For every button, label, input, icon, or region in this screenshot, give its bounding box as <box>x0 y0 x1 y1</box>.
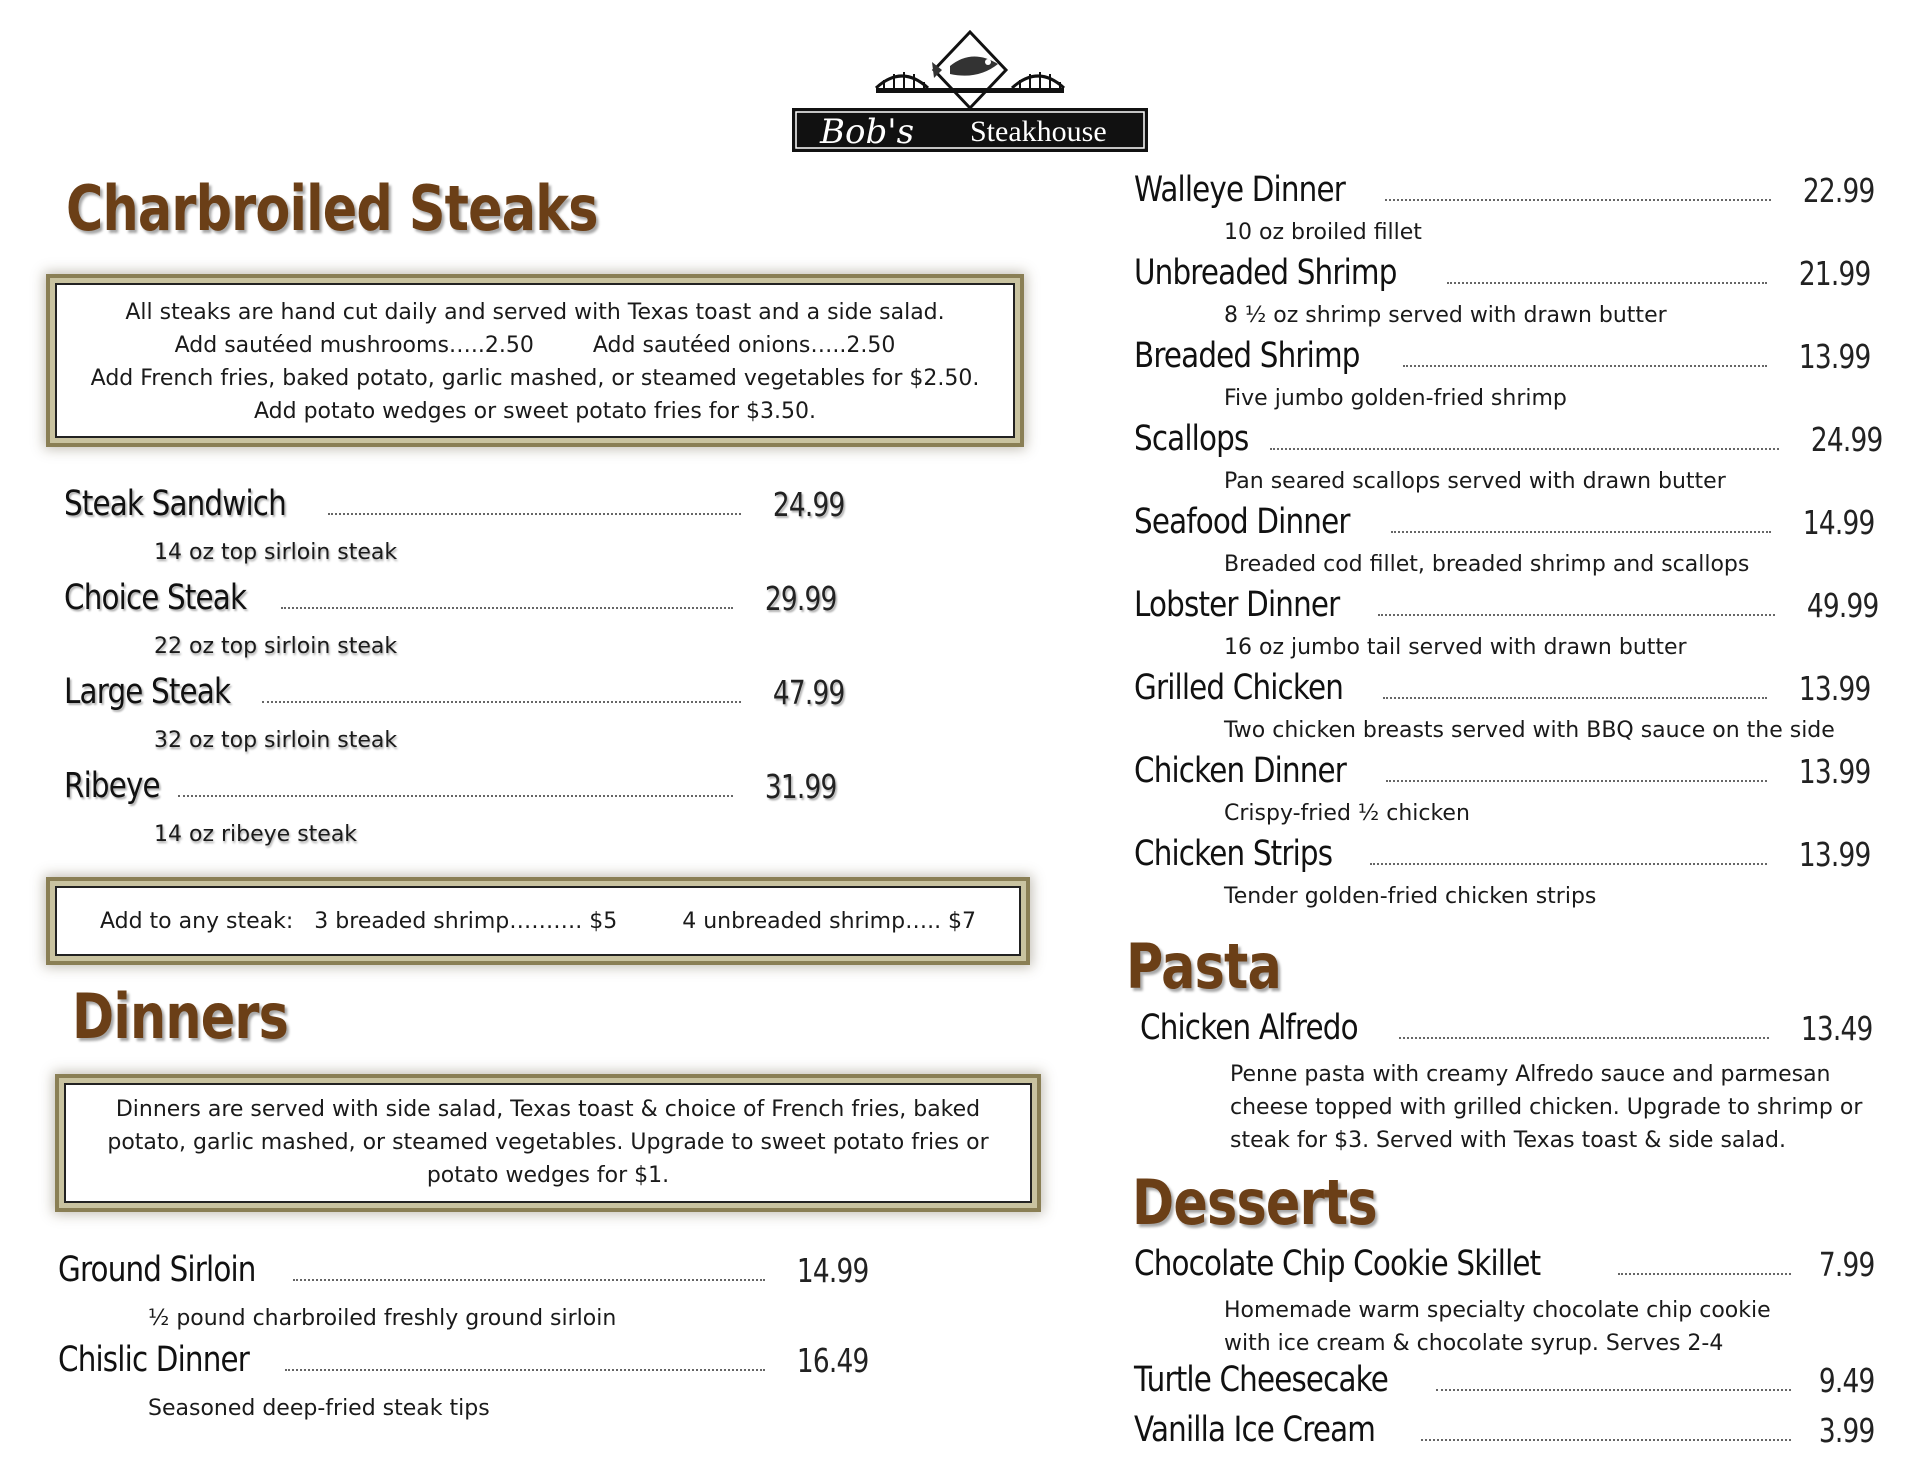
menu-item-cookie-skillet <box>1134 1244 1874 1284</box>
item-description: Seasoned deep-fried steak tips <box>148 1396 490 1421</box>
item-description: Crispy-fried ½ chicken <box>1224 801 1470 826</box>
dotted-leader <box>1385 199 1770 201</box>
dotted-leader <box>262 701 741 703</box>
item-name: Chicken Alfredo <box>1140 1008 1358 1048</box>
item-name: Ground Sirloin <box>58 1250 256 1290</box>
item-price: 24.99 <box>772 485 844 524</box>
dotted-leader <box>1618 1273 1791 1275</box>
item-description: 8 ½ oz shrimp served with drawn butter <box>1224 303 1667 328</box>
dotted-leader <box>1383 697 1767 699</box>
item-name: Breaded Shrimp <box>1134 336 1360 376</box>
item-description: Penne pasta with creamy Alfredo sauce and parmesan cheese topped with grilled chicken. Upgrade to shrimp or steak for $3. Served with Texas toast & side salad. <box>1230 1062 1863 1153</box>
dotted-leader <box>1378 614 1774 616</box>
menu-item-walleye-dinner <box>1134 170 1874 210</box>
dotted-leader <box>1391 531 1771 533</box>
dotted-leader <box>1270 448 1778 450</box>
dotted-leader <box>1403 365 1767 367</box>
menu-item-chicken-dinner <box>1134 751 1870 791</box>
item-price: 13.99 <box>1798 337 1870 376</box>
mushroom-addon: Add sautéed mushrooms…..2.50 <box>174 333 534 358</box>
dotted-leader <box>1447 282 1767 284</box>
steaks-note-line: All steaks are hand cut daily and served with Texas toast and a side salad. <box>125 300 945 325</box>
menu-item-seafood-dinner <box>1134 502 1874 542</box>
desserts-section-title: Desserts <box>1132 1166 1377 1239</box>
item-description: 16 oz jumbo tail served with drawn butter <box>1224 635 1687 660</box>
bridge-fish-emblem <box>792 30 1148 154</box>
item-name: Steak Sandwich <box>64 484 286 524</box>
steaks-note-line: Add French fries, baked potato, garlic mashed, or steamed vegetables for $2.50. <box>90 366 980 391</box>
item-description: 22 oz top sirloin steak <box>154 634 398 659</box>
menu-item-breaded-shrimp <box>1134 336 1870 376</box>
dotted-leader <box>1399 1037 1768 1039</box>
onion-addon: Add sautéed onions…..2.50 <box>592 333 896 358</box>
menu-item-ribeye <box>64 766 836 806</box>
steaks-note-box <box>55 283 1015 438</box>
item-name: Unbreaded Shrimp <box>1134 253 1397 293</box>
item-name: Grilled Chicken <box>1134 668 1344 708</box>
dinners-section-title: Dinners <box>72 980 289 1053</box>
menu-item-chicken-alfredo <box>1140 1008 1872 1048</box>
item-price: 7.99 <box>1818 1245 1874 1284</box>
item-name: Scallops <box>1134 419 1249 459</box>
item-price: 13.49 <box>1800 1009 1872 1048</box>
item-price: 24.99 <box>1810 420 1882 459</box>
dotted-leader <box>1386 780 1766 782</box>
menu-item-scallops <box>1134 419 1882 459</box>
restaurant-logo <box>792 30 1148 154</box>
item-name: Chislic Dinner <box>58 1340 249 1380</box>
item-price: 13.99 <box>1798 752 1870 791</box>
item-name: Ribeye <box>64 766 160 806</box>
pasta-section-title: Pasta <box>1126 930 1281 1003</box>
menu-item-large-steak <box>64 672 844 712</box>
item-description: 32 oz top sirloin steak <box>154 728 398 753</box>
extras-breaded-shrimp: 3 breaded shrimp………. $5 <box>314 909 618 934</box>
dotted-leader <box>285 1369 764 1371</box>
item-name: Chicken Strips <box>1134 834 1333 874</box>
extras-label: Add to any steak: <box>99 909 294 934</box>
dinners-note-text: Dinners are served with side salad, Texas toast & choice of French fries, baked potato, garlic mashed, or steamed vegetables. Upgrade to sweet potato fries or potato wedges for $1. <box>107 1097 989 1188</box>
item-description: ½ pound charbroiled freshly ground sirloin <box>148 1306 617 1331</box>
item-name: Vanilla Ice Cream <box>1134 1410 1376 1450</box>
menu-item-turtle-cheesecake <box>1134 1360 1874 1400</box>
menu-item-lobster-dinner <box>1134 585 1878 625</box>
item-price: 9.49 <box>1818 1361 1874 1400</box>
item-price: 14.99 <box>796 1251 868 1290</box>
menu-item-steak-sandwich <box>64 484 844 524</box>
dotted-leader <box>1370 863 1767 865</box>
menu-item-chicken-strips <box>1134 834 1870 874</box>
menu-item-unbreaded-shrimp <box>1134 253 1870 293</box>
menu-item-chislic-dinner <box>58 1340 868 1380</box>
item-description: 10 oz broiled fillet <box>1224 220 1422 245</box>
dinners-note-box <box>64 1083 1032 1203</box>
menu-item-choice-steak <box>64 578 836 618</box>
item-price: 14.99 <box>1802 503 1874 542</box>
item-name: Chocolate Chip Cookie Skillet <box>1134 1244 1541 1284</box>
item-price: 13.99 <box>1798 835 1870 874</box>
svg-text:Steakhouse: Steakhouse <box>970 115 1107 148</box>
item-name: Large Steak <box>64 672 231 712</box>
dotted-leader <box>178 795 732 797</box>
item-name: Choice Steak <box>64 578 247 618</box>
item-price: 49.99 <box>1806 586 1878 625</box>
item-price: 47.99 <box>772 673 844 712</box>
dotted-leader <box>293 1279 764 1281</box>
item-price: 29.99 <box>764 579 836 618</box>
item-name: Turtle Cheesecake <box>1134 1360 1389 1400</box>
menu-item-grilled-chicken <box>1134 668 1870 708</box>
item-description: Two chicken breasts served with BBQ sauce on the side <box>1224 718 1835 743</box>
item-description: 14 oz ribeye steak <box>154 822 358 847</box>
item-name: Chicken Dinner <box>1134 751 1347 791</box>
item-price: 13.99 <box>1798 669 1870 708</box>
steak-extras-box <box>55 886 1021 956</box>
item-price: 31.99 <box>764 767 836 806</box>
svg-text:Bob's: Bob's <box>820 112 915 152</box>
item-description: Homemade warm specialty chocolate chip cookie with ice cream & chocolate syrup. Serves 2-4 <box>1224 1298 1771 1356</box>
item-description: Five jumbo golden-fried shrimp <box>1224 386 1567 411</box>
item-description: Breaded cod fillet, breaded shrimp and scallops <box>1224 552 1750 577</box>
dotted-leader <box>281 607 733 609</box>
extras-unbreaded-shrimp: 4 unbreaded shrimp….. $7 <box>682 909 977 934</box>
item-description: Pan seared scallops served with drawn butter <box>1224 469 1726 494</box>
item-price: 22.99 <box>1802 171 1874 210</box>
item-description: 14 oz top sirloin steak <box>154 540 398 565</box>
item-name: Walleye Dinner <box>1134 170 1345 210</box>
dotted-leader <box>328 513 740 515</box>
menu-item-ground-sirloin <box>58 1250 868 1290</box>
item-price: 21.99 <box>1798 254 1870 293</box>
dotted-leader <box>1421 1439 1791 1441</box>
item-price: 3.99 <box>1818 1411 1874 1450</box>
steaks-note-line: Add potato wedges or sweet potato fries for $3.50. <box>253 399 816 424</box>
item-description: Tender golden-fried chicken strips <box>1224 884 1597 909</box>
dotted-leader <box>1436 1389 1790 1391</box>
item-name: Lobster Dinner <box>1134 585 1340 625</box>
item-name: Seafood Dinner <box>1134 502 1350 542</box>
steaks-section-title: Charbroiled Steaks <box>66 172 598 245</box>
item-price: 16.49 <box>796 1341 868 1380</box>
menu-item-vanilla-ice-cream <box>1134 1410 1874 1450</box>
